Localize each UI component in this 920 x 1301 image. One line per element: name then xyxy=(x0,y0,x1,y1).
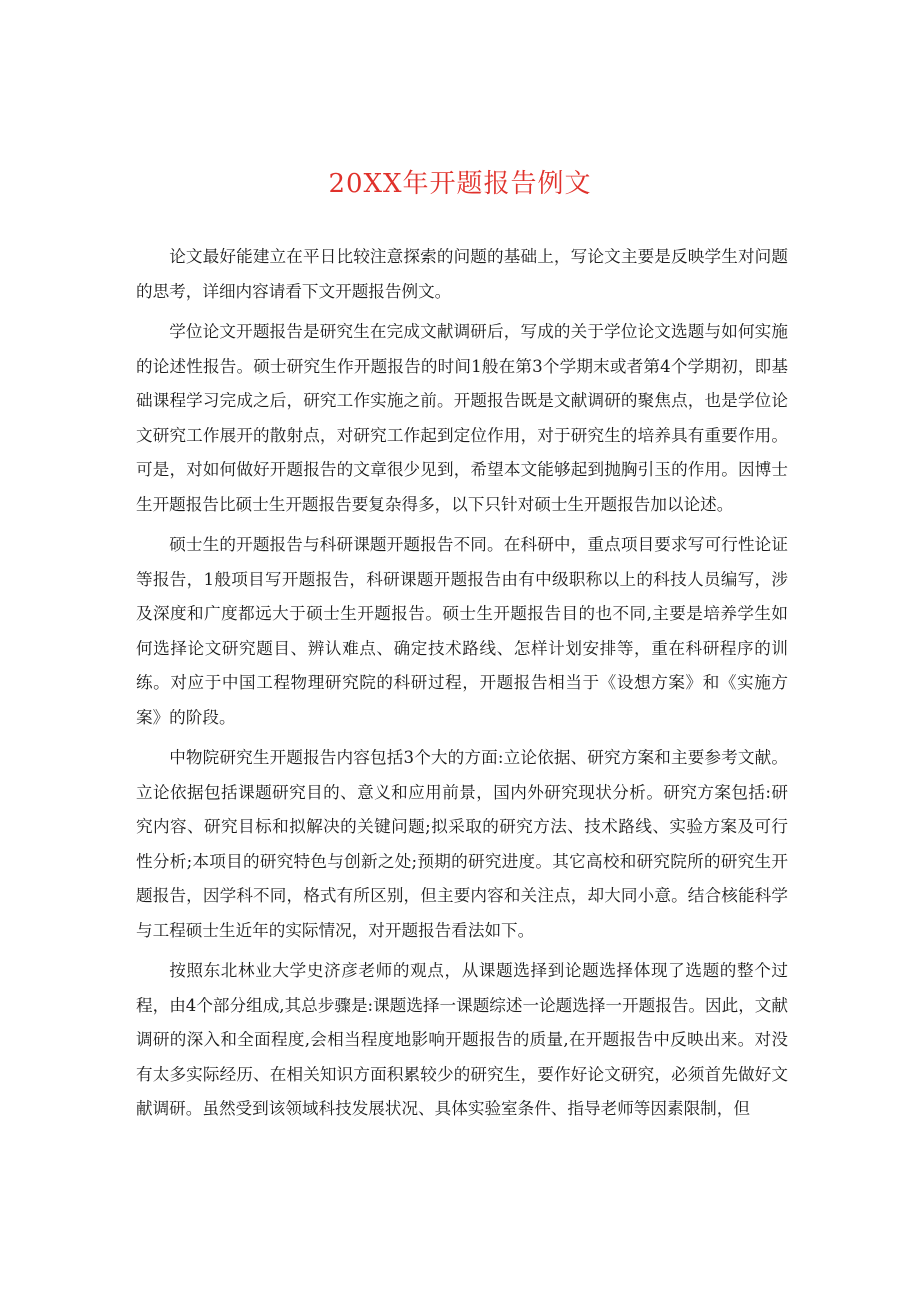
document-title: 20XX年开题报告例文 xyxy=(328,169,592,199)
paragraph-5: 按照东北林业大学史济彦老师的观点，从课题选择到论题选择体现了选题的整个过程，由4个部分组成,其总步骤是:课题选择一课题综述一论题选择一开题报告。因此，文献调研的深入和全面程度,会相当程度地影响开题报告的质量,在开题报告中反映出来。对没有太多实际经历、在相关知识方面积累较少的研究生，要作好论文研究，必须首先做好文献调研。虽然受到该领域科技发展状况、具体实验室条件、指导老师等因素限制，但 xyxy=(136,961,788,1118)
document-body xyxy=(136,240,788,1133)
paragraph-3: 硕士生的开题报告与科研课题开题报告不同。在科研中，重点项目要求写可行性论证等报告，1般项目写开题报告，科研课题开题报告由有中级职称以上的科技人员编写，涉及深度和广度都远大于硕士生开题报告。硕士生开题报告目的也不同,主要是培养学生如何选择论文研究题目、辨认难点、确定技术路线、怎样计划安排等，重在科研程序的训练。对应于中国工程物理研究院的科研过程，开题报告相当于《设想方案》和《实施方案》的阶段。 xyxy=(136,535,788,727)
paragraph-4: 中物院研究生开题报告内容包括3个大的方面:立论依据、研究方案和主要参考文献。立论依据包括课题研究目的、意义和应用前景，国内外研究现状分析。研究方案包括:研究内容、研究目标和拟解决的关键问题;拟采取的研究方法、技术路线、实验方案及可行性分析;本项目的研究特色与创新之处;预期的研究进度。其它高校和研究院所的研究生开题报告，因学科不同，格式有所区别，但主要内容和关注点，却大同小意。结合核能科学与工程硕士生近年的实际情况，对开题报告看法如下。 xyxy=(136,748,788,940)
paragraph-2: 学位论文开题报告是研究生在完成文献调研后，写成的关于学位论文选题与如何实施的论述性报告。硕士研究生作开题报告的时间1般在第3个学期末或者第4个学期初，即基础课程学习完成之后，研究工作实施之前。开题报告既是文献调研的聚焦点，也是学位论文研究工作展开的散射点，对研究工作起到定位作用，对于研究生的培养具有重要作用。可是，对如何做好开题报告的文章很少见到，希望本文能够起到抛胸引玉的作用。因博士生开题报告比硕士生开题报告要复杂得多，以下只针对硕士生开题报告加以论述。 xyxy=(136,322,788,514)
paragraph-1: 论文最好能建立在平日比较注意探索的问题的基础上，写论文主要是反映学生对问题的思考，详细内容请看下文开题报告例文。 xyxy=(136,247,788,301)
